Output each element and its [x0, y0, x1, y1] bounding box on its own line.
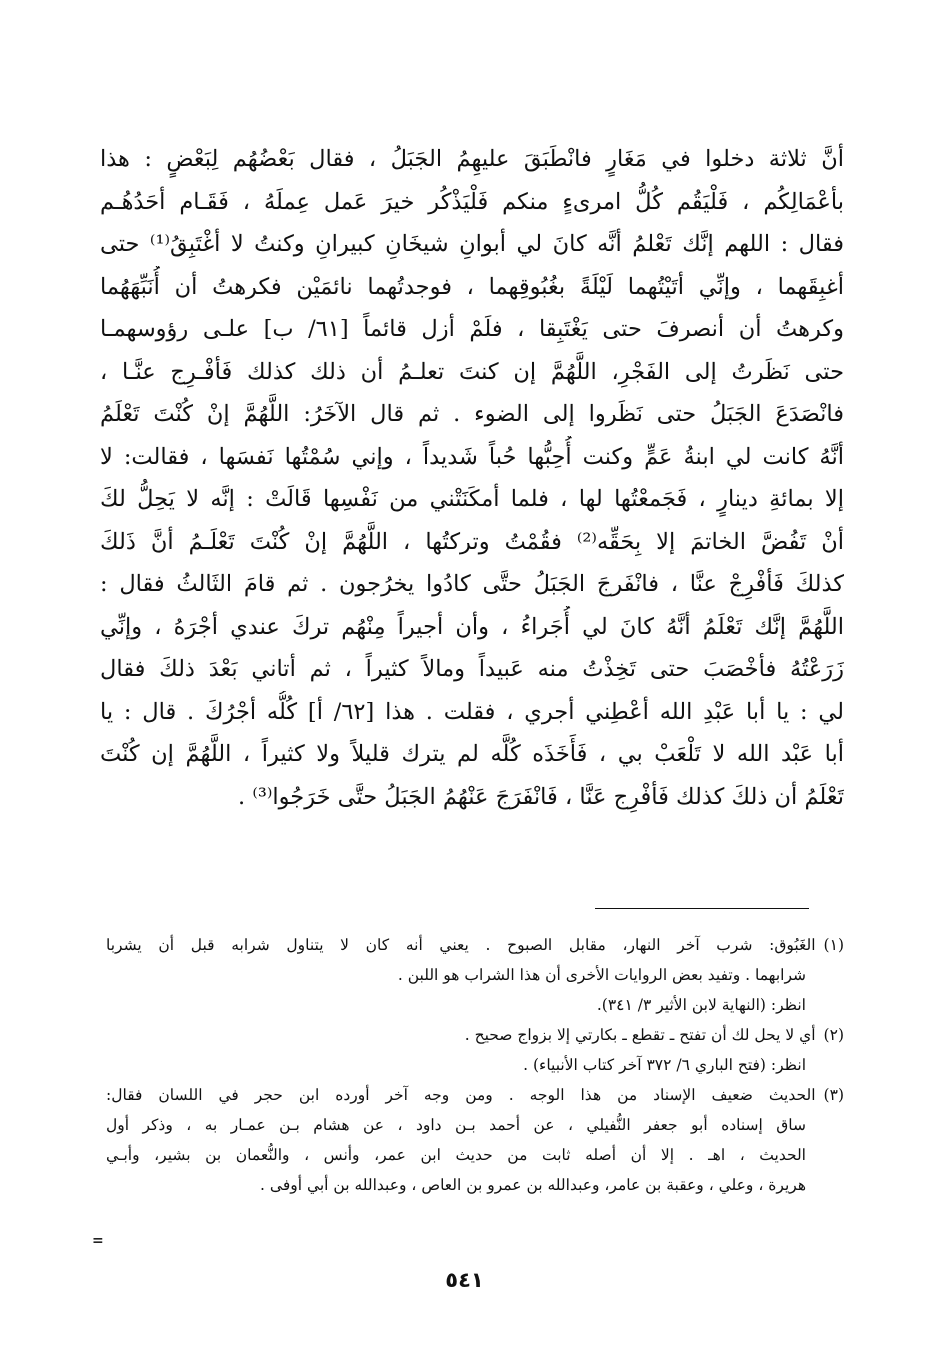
- text-line: إلا بمائةِ دينارٍ ، فَجَمعْتُها لها ، فلما أمكَنَتْني من نَفْسِها قَالَتْ : إنَّه لا يَحِلُّ لكَ: [100, 486, 844, 512]
- footnote-3: [106, 1080, 844, 1200]
- footnote-line: [106, 1080, 844, 1110]
- footnote-line: هريرة ، وعلي ، وعقبة بن عامر، وعبدالله بن عمرو بن العاص ، وعبدالله بن أبي أوفى .: [260, 1176, 806, 1194]
- footnote-text: أي لا يحل لك أن تفتح ـ تقطع ـ بكارتي إلا بزواج صحيح .: [464, 1026, 816, 1044]
- text-line: أنَّهُ كانت لي ابنةُ عَمٍّ وكنت أُحِبُّها حُباً شَديداً ، وإني سُمْتُها نَفسَها ، فقالت: لا: [100, 443, 844, 470]
- text-line: بأعْمَالِكُم ، فَلْيَقُم كُلُّ امرىءٍ منكم فَلْيَذْكُر خيرَ عَمل عِملَهُ ، فَقَـام أحَدُهُـم: [100, 188, 844, 215]
- footnote-line: [106, 1020, 844, 1050]
- text-line: زَرَعْتُهُ فأخْصَبَ حتى تَخِذْتُ منه عَبيداً ومالاً كثيراً ، ثم أتاني بَعْدَ ذلكَ فقال: [100, 656, 844, 682]
- footnote-separator: [595, 908, 809, 909]
- footnote-line: الحديث ، اهـ . إلا أن أصله ثابت من حديث ابن عمر، وأنس ، والنُّعمان بن بشير، وأبـي: [106, 1146, 806, 1164]
- margin-mark: =: [92, 1233, 104, 1249]
- text-line: لي : يا أبا عَبْدِ الله أعْطِني أجري ، فقلت . هذا [٦٢/ أ] كُلُّه أجْرُكَ . قال : يا: [100, 698, 844, 725]
- footnote-number: (٢): [823, 1026, 844, 1044]
- page-number: ٥٤١: [445, 1268, 484, 1292]
- footnote-text: الحديث ضعيف الإسناد من هذا الوجه . ومن وجه آخر أورده ابن حجر في اللسان فقال:: [106, 1086, 816, 1104]
- footnote-line: انظر: (فتح الباري ٦/ ٣٧٢ آخر كتاب الأنبياء) .: [523, 1056, 806, 1074]
- footnote-2: [106, 1020, 844, 1080]
- text-line: حتى نَظَرتُ إلى الفَجْرِ، اللَّهُمَّ إن كنتَ تعلـمُ أن ذلك كذلك فَأفْـرِج عنَّـا ،: [100, 358, 844, 385]
- footnote-line: [106, 930, 844, 960]
- footnote-number: (٣): [823, 1086, 844, 1104]
- text-line: أنَّ ثلاثة دخلوا في مَغَارٍ فانْطَبَقَ عليهِمُ الجَبَلُ ، فقال بَعْضُهُم لِبَعْضٍ : هذا: [100, 146, 844, 172]
- footnote-line: ساق إسناده أبو جعفر النُّفيلي ، عن أحمد بـن داود ، عن هشام بـن عمـار به ، وذكر أول: [106, 1116, 806, 1134]
- text-line: فقال : اللهم إنَّك تَعْلمُ أنَّه كانَ لي أبوانِ شيخَانِ كبيرانِ وكنتُ لا أغْتَبِقُ⁽¹⁾ حتى: [100, 231, 844, 257]
- main-text: [100, 138, 844, 818]
- text-line: تَعْلَمُ أن ذلكَ كذلك فَأفْرِج عَنَّا ، فَانْفَرَجَ عَنْهُمُ الجَبَلُ حتَّى خَرَجُوا⁽³⁾ .: [238, 783, 844, 810]
- footnote-number: (١): [823, 936, 844, 954]
- text-line: اللَّهُمَّ إنَّك تَعْلَمُ أنَّهُ كانَ لي أُجَراءُ ، وأن أجيراً مِنْهُم تركَ عندي أجْرَهُ ، وإنِّي: [100, 613, 844, 640]
- text-line: وكرهتُ أن أنصرفَ حتى يَغْتَبِقا ، فلَمْ أزل قائماً [٦١/ ب] علـى رؤوسهمـا: [100, 316, 844, 342]
- footnotes: [106, 930, 844, 1200]
- text-line: أنْ تَفُضَّ الخاتمَ إلا بِحَقِّه⁽²⁾ فقُمْتُ وتركتُها ، اللَّهُمَّ إنْ كُنْتَ تَعْلَـمُ أنَّ ذَلكَ: [100, 528, 844, 555]
- footnote-1: [106, 930, 844, 1020]
- text-line: أغبِقَهما ، وإنِّي أتَيْتُهما لَيْلَةً بغُبُوقِهما ، فوجدتُهما نائمَيْن فكرهتُ أن أُنَبِّهَهُما: [100, 273, 844, 300]
- footnote-line: انظر: (النهاية لابن الأثير ٣/ ٣٤١).: [596, 996, 806, 1014]
- footnote-line: شرابهما . وتفيد بعض الروايات الأخرى أن هذا الشراب هو اللبن .: [397, 966, 806, 984]
- footnote-text: الغَبُوق: شرب آخر النهار، مقابل الصبوح . يعني أنه كان لا يتناول شرابه قبل أن يشربا: [106, 936, 816, 954]
- text-line: كذلكَ فَأفْرِجْ عنَّا ، فانْفَرجَ الجَبَلُ حتَّى كادُوا يخرُجون . ثم قامَ الثَالثُ فقال :: [100, 571, 844, 597]
- text-line: أبا عَبْد الله لا تَلْعَبْ بي ، فَأَخَذَه كُلَّه لم يترك قليلاً ولا كثيراً ، اللَّهُمَّ إن كُنْتَ: [100, 741, 844, 767]
- text-line: فانْصَدَعَ الجَبَلُ حتى نَظَروا إلى الضوء . ثم قال الآخَرُ: اللَّهُمَّ إنْ كُنْتَ تَعْلَمُ: [100, 401, 844, 427]
